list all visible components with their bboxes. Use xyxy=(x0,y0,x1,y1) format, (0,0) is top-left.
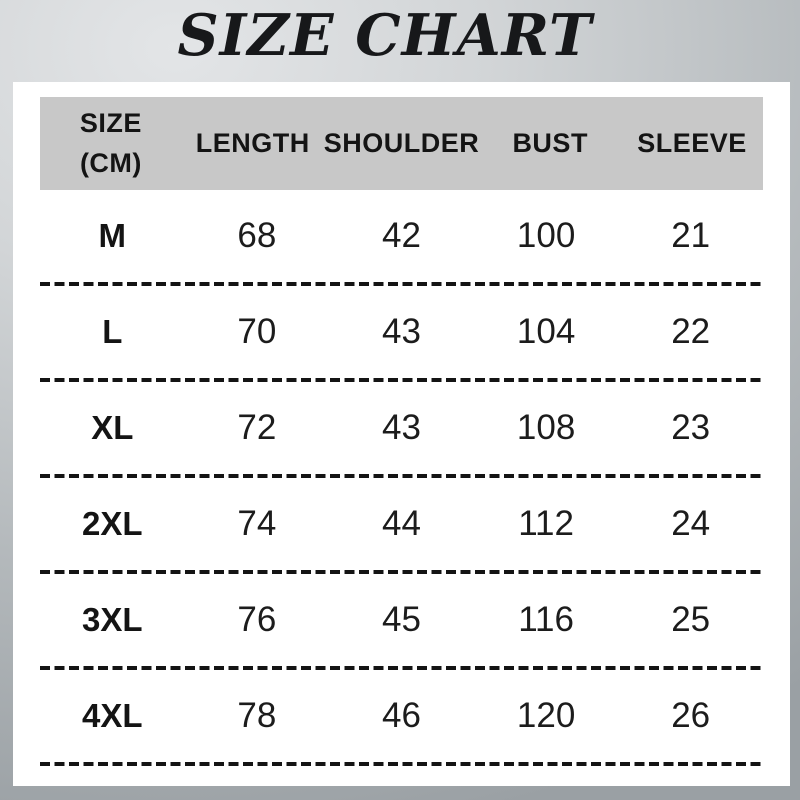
size-label: 4XL xyxy=(82,697,143,734)
row-divider xyxy=(40,762,763,766)
size-label: XL xyxy=(91,409,134,446)
length-value: 68 xyxy=(237,216,277,255)
table-row xyxy=(40,190,763,282)
sleeve-value: 24 xyxy=(671,504,711,543)
bust-value: 108 xyxy=(516,408,576,447)
shoulder-value: 42 xyxy=(382,216,421,255)
column-header-size-line1: SIZE xyxy=(79,108,142,139)
bust-value: 112 xyxy=(518,504,574,543)
table-header-row xyxy=(40,97,763,190)
table-row xyxy=(40,382,763,474)
length-value: 72 xyxy=(237,408,277,447)
size-label: 3XL xyxy=(82,601,143,638)
column-header-size-line2: (CM) xyxy=(79,147,142,178)
bust-value: 100 xyxy=(516,216,576,255)
column-header-shoulder: SHOULDER xyxy=(323,128,480,158)
length-value: 74 xyxy=(237,504,277,543)
sleeve-value: 26 xyxy=(671,696,711,735)
size-chart-panel xyxy=(13,82,790,786)
table-row xyxy=(40,670,763,762)
size-label: 2XL xyxy=(82,505,143,542)
table-row xyxy=(40,574,763,666)
table-row xyxy=(40,286,763,378)
size-label: L xyxy=(102,313,123,350)
length-value: 70 xyxy=(237,312,277,351)
shoulder-value: 46 xyxy=(382,696,421,735)
column-header-size xyxy=(40,104,182,182)
page-title: SIZE CHART xyxy=(177,2,593,69)
sleeve-value: 23 xyxy=(671,408,711,447)
length-value: 78 xyxy=(237,696,277,735)
sleeve-value: 21 xyxy=(671,216,711,255)
column-header-sleeve: SLEEVE xyxy=(637,128,747,158)
bust-value: 104 xyxy=(516,312,576,351)
table-row xyxy=(40,478,763,570)
sleeve-value: 22 xyxy=(671,312,711,351)
shoulder-value: 44 xyxy=(382,504,421,543)
shoulder-value: 45 xyxy=(382,600,421,639)
bust-value: 116 xyxy=(518,600,574,639)
shoulder-value: 43 xyxy=(382,312,421,351)
length-value: 76 xyxy=(237,600,277,639)
shoulder-value: 43 xyxy=(382,408,421,447)
sleeve-value: 25 xyxy=(671,600,711,639)
bust-value: 120 xyxy=(516,696,576,735)
size-label: M xyxy=(98,217,127,254)
column-header-bust: BUST xyxy=(512,128,588,158)
table-body xyxy=(40,190,763,766)
column-header-length: LENGTH xyxy=(195,128,310,158)
